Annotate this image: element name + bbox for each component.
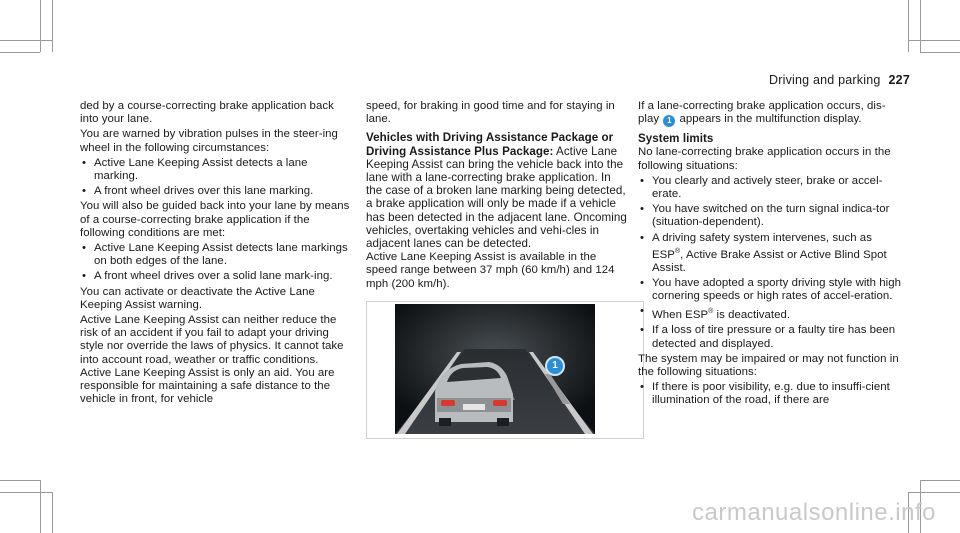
callout-1-badge: 1	[545, 356, 565, 376]
paragraph: speed, for braking in good time and for staying in lane.	[366, 100, 615, 126]
crop-mark	[0, 480, 40, 481]
text: When ESP	[652, 309, 709, 322]
paragraph: You will also be guided back into your lane by means of a course-correcting brake application if the following conditions are met:	[80, 200, 350, 239]
crop-mark	[0, 492, 52, 493]
crop-mark	[920, 52, 960, 53]
paragraph: You are warned by vibration pulses in the steer-ing wheel in the following circumstances:	[80, 128, 338, 154]
crop-mark	[908, 492, 960, 493]
crop-mark	[40, 480, 41, 533]
crop-mark	[40, 0, 41, 52]
paragraph	[638, 100, 902, 127]
text: is deactivated.	[713, 309, 791, 322]
list-item: • You have switched on the turn signal indica-tor (situation-dependent).	[638, 203, 902, 229]
callout-1-badge: 1	[663, 115, 675, 127]
page-number: 227	[888, 73, 910, 87]
night-road-scene	[395, 304, 595, 434]
crop-mark	[52, 0, 53, 52]
paragraph: Active Lane Keeping Assist can neither reduce the risk of an accident if you fail to adapt your driving style nor override the laws of physics. It cannot take into account road, weather or traffic conditions. Active Lane Keeping Assist is only an aid. You are responsible for maintaining a safe distance to the vehicle in front, for vehicle	[80, 314, 344, 406]
paragraph: The system may be impaired or may not function in the following situations:	[638, 352, 899, 379]
column-3	[638, 100, 902, 410]
crop-mark	[0, 40, 52, 41]
paragraph: You can activate or deactivate the Active Lane Keeping Assist warning.	[80, 285, 315, 311]
list-item: • If a loss of tire pressure or a faulty tire has been detected and displayed.	[638, 324, 902, 350]
list-item: • You have adopted a sporty driving style with high cornering speeds or high rates of accel-eration.	[638, 277, 902, 303]
package-heading	[366, 131, 628, 250]
crop-mark	[908, 40, 960, 41]
registered-mark: ®	[674, 247, 681, 255]
column-1	[80, 100, 352, 408]
crop-mark	[920, 480, 960, 481]
watermark: carmanualsonline.info	[692, 499, 936, 526]
text: , Active Brake Assist or Active Blind Spot Assist.	[652, 248, 887, 274]
lane-keeping-illustration	[366, 301, 644, 439]
car-on-road-icon	[395, 304, 595, 434]
list-item: • If there is poor visibility, e.g. due to insuffi-cient illumination of the road, if there are	[638, 381, 902, 407]
text: A driving safety system intervenes, such as ESP	[652, 231, 872, 261]
paragraph: Active Lane Keeping Assist is available in the speed range between 37 mph (60 km/h) and 124 mph (200 km/h).	[366, 251, 615, 290]
crop-mark	[0, 52, 40, 53]
text: appears in the multifunction display.	[676, 113, 862, 126]
list-item: • Active Lane Keeping Assist detects lane markings on both edges of the lane.	[80, 242, 352, 268]
paragraph: ded by a course-correcting brake application back into your lane.	[80, 100, 334, 126]
bullet-list	[638, 381, 902, 407]
page-header	[769, 73, 910, 87]
list-item	[638, 232, 902, 275]
list-item: • A front wheel drives over a solid lane mark-ing.	[80, 270, 352, 283]
section-heading: System limits	[638, 132, 714, 146]
crop-mark	[52, 492, 53, 533]
crop-mark	[908, 0, 909, 52]
list-item: • You clearly and actively steer, brake or accel-erate.	[638, 175, 902, 201]
section-title: Driving and parking	[769, 73, 881, 87]
text: If a lane-correcting brake application occurs, dis-play	[638, 100, 886, 126]
heading-bold: Vehicles with Driving Assistance Package or Driving Assistance Plus Package:	[366, 131, 614, 158]
bullet-list	[80, 242, 352, 284]
list-item: • Active Lane Keeping Assist detects a lane marking.	[80, 157, 352, 183]
list-item	[638, 305, 902, 322]
list-item: • A front wheel drives over this lane marking.	[80, 185, 352, 198]
bullet-list	[638, 175, 902, 351]
crop-mark	[920, 0, 921, 52]
heading-text: Active Lane Keeping Assist can bring the vehicle back into the lane with a lane-correcting brake application. In the case of a broken lane marking being detected, a brake application will only be made if a vehicle has been detected in the adjacent lane. Oncoming vehicles, overtaking vehicles and vehi-cles in adjacent lanes can be detected.	[366, 144, 627, 251]
registered-mark: ®	[708, 308, 714, 316]
bullet-list	[80, 157, 352, 199]
column-2	[366, 100, 628, 439]
paragraph: No lane-correcting brake application occurs in the following situations:	[638, 146, 891, 172]
